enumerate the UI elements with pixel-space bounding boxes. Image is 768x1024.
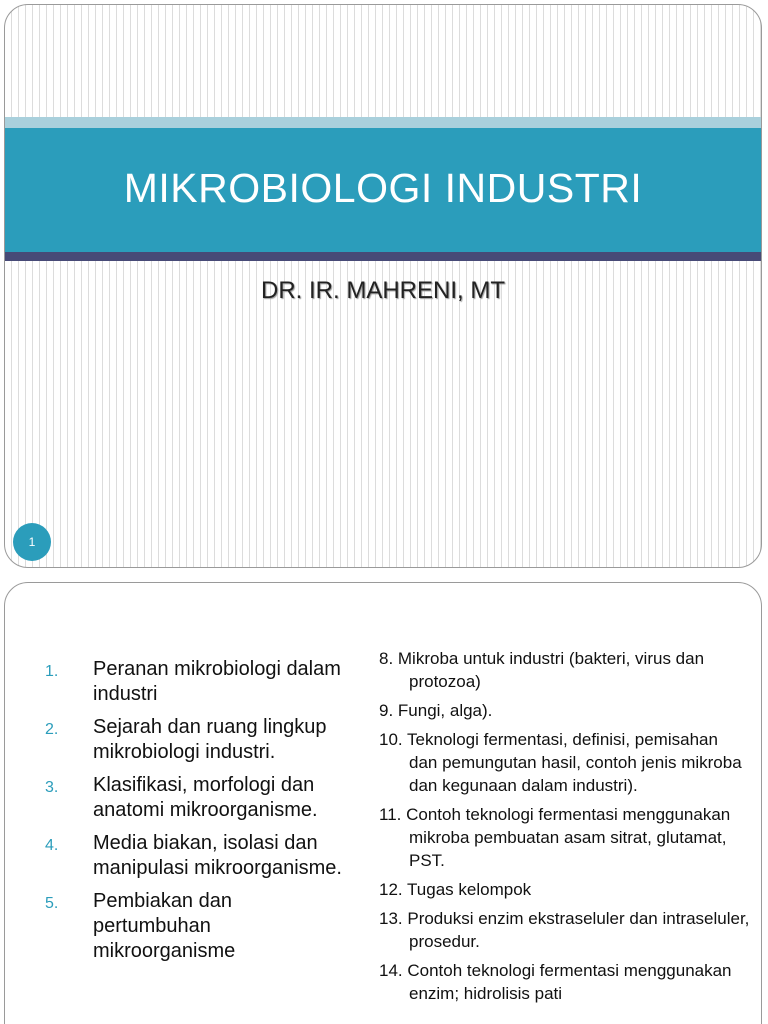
list-number: 3. [45,779,59,796]
list-text: Sejarah dan ruang lingkup mikrobiologi industri. [93,716,327,763]
topic-list-left [45,657,345,972]
list-text: Peranan mikrobiologi dalam industri [93,658,341,705]
slide-number-badge: 1 [13,523,51,561]
list-item: 9. Fungi, alga). [379,701,493,720]
title-band-bottom [5,252,761,261]
list-item [45,773,345,823]
list-number: 4. [45,837,59,854]
title-slide [4,4,762,568]
title-band-top [5,117,761,128]
list-item: 14. Contoh teknologi fermentasi menggunakan enzim; hidrolisis pati [379,961,732,1003]
list-item: 13. Produksi enzim ekstraseluler dan intraseluler, prosedur. [379,909,750,951]
list-item [45,657,345,707]
list-number: 2. [45,721,59,738]
list-number: 5. [45,895,59,912]
list-text: Media biakan, isolasi dan manipulasi mikroorganisme. [93,832,342,879]
slide-title: MIKROBIOLOGI INDUSTRI [123,165,643,211]
list-number: 1. [45,663,59,680]
list-item: 12. Tugas kelompok [379,880,532,899]
list-item: 11. Contoh teknologi fermentasi menggunakan mikroba pembuatan asam sitrat, glutamat, PST. [379,805,731,870]
list-item [45,831,345,881]
list-item: 8. Mikroba untuk industri (bakteri, virus dan protozoa) [379,649,705,691]
topic-list-right [379,647,751,1011]
list-item [45,715,345,765]
list-item [45,889,345,964]
list-text: Pembiakan dan pertumbuhan mikroorganisme [93,890,236,962]
slide-subtitle: DR. IR. MAHRENI, MT [261,277,505,304]
list-text: Klasifikasi, morfologi dan anatomi mikroorganisme. [93,774,318,821]
list-item: 10. Teknologi fermentasi, definisi, pemisahan dan pemungutan hasil, contoh jenis mikroba dan kegunaan dalam industri). [379,730,742,795]
outline-slide [4,582,762,1024]
